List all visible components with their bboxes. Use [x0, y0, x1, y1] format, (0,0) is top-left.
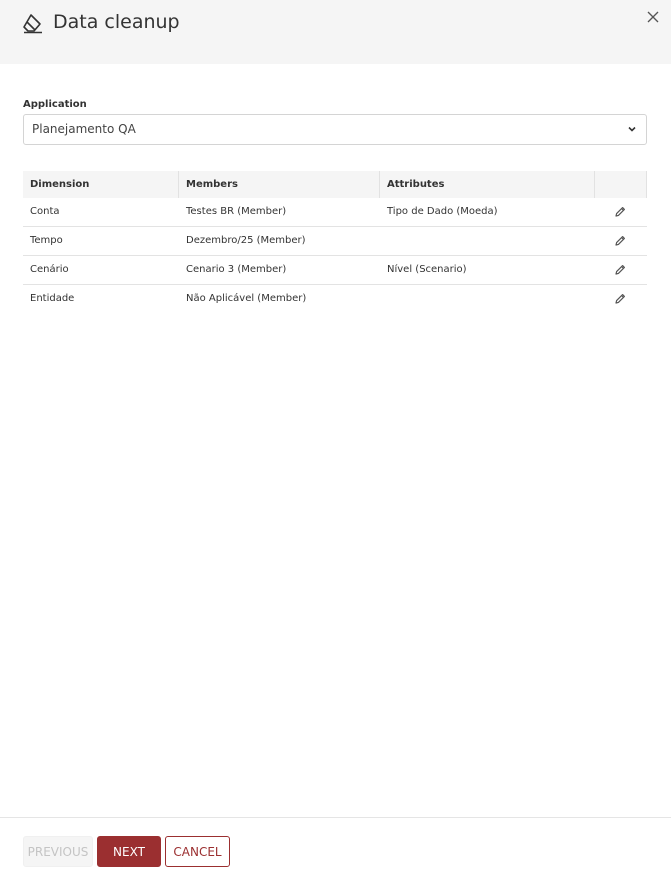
dialog-title: Data cleanup [53, 11, 180, 33]
column-header-attributes[interactable]: Attributes [380, 171, 595, 198]
dialog-header [0, 0, 671, 64]
eraser-icon [22, 12, 44, 34]
cell-dimension: Tempo [30, 235, 63, 246]
next-button[interactable]: NEXT [97, 836, 161, 867]
previous-button[interactable]: PREVIOUS [23, 836, 93, 867]
table-row[interactable] [23, 285, 647, 314]
cell-members: Dezembro/25 (Member) [186, 235, 306, 246]
grid-header [23, 171, 647, 198]
chevron-down-icon [627, 124, 637, 134]
application-label: Application [23, 99, 87, 110]
table-row[interactable] [23, 198, 647, 227]
table-row[interactable] [23, 227, 647, 256]
dialog-footer [0, 817, 671, 883]
cell-dimension: Cenário [30, 264, 69, 275]
cell-members: Cenario 3 (Member) [186, 264, 287, 275]
pencil-icon[interactable] [614, 293, 626, 305]
application-select[interactable] [23, 114, 647, 145]
cell-attributes: Nível (Scenario) [387, 264, 467, 275]
cell-attributes: Tipo de Dado (Moeda) [387, 206, 498, 217]
pencil-icon[interactable] [614, 206, 626, 218]
column-header-actions [595, 171, 647, 198]
application-selected-value: Planejamento QA [32, 122, 136, 136]
cell-members: Não Aplicável (Member) [186, 293, 307, 304]
cell-attributes [380, 285, 595, 313]
cancel-button[interactable]: CANCEL [165, 836, 230, 867]
pencil-icon[interactable] [614, 264, 626, 276]
cell-dimension: Conta [30, 206, 60, 217]
column-header-members[interactable]: Members [179, 171, 380, 198]
column-header-dimension[interactable]: Dimension [23, 171, 179, 198]
cell-members: Testes BR (Member) [186, 206, 287, 217]
close-icon[interactable] [645, 9, 661, 25]
cell-dimension: Entidade [30, 293, 75, 304]
pencil-icon[interactable] [614, 235, 626, 247]
table-row[interactable] [23, 256, 647, 285]
cell-attributes [380, 227, 595, 255]
dimensions-grid [23, 171, 647, 314]
